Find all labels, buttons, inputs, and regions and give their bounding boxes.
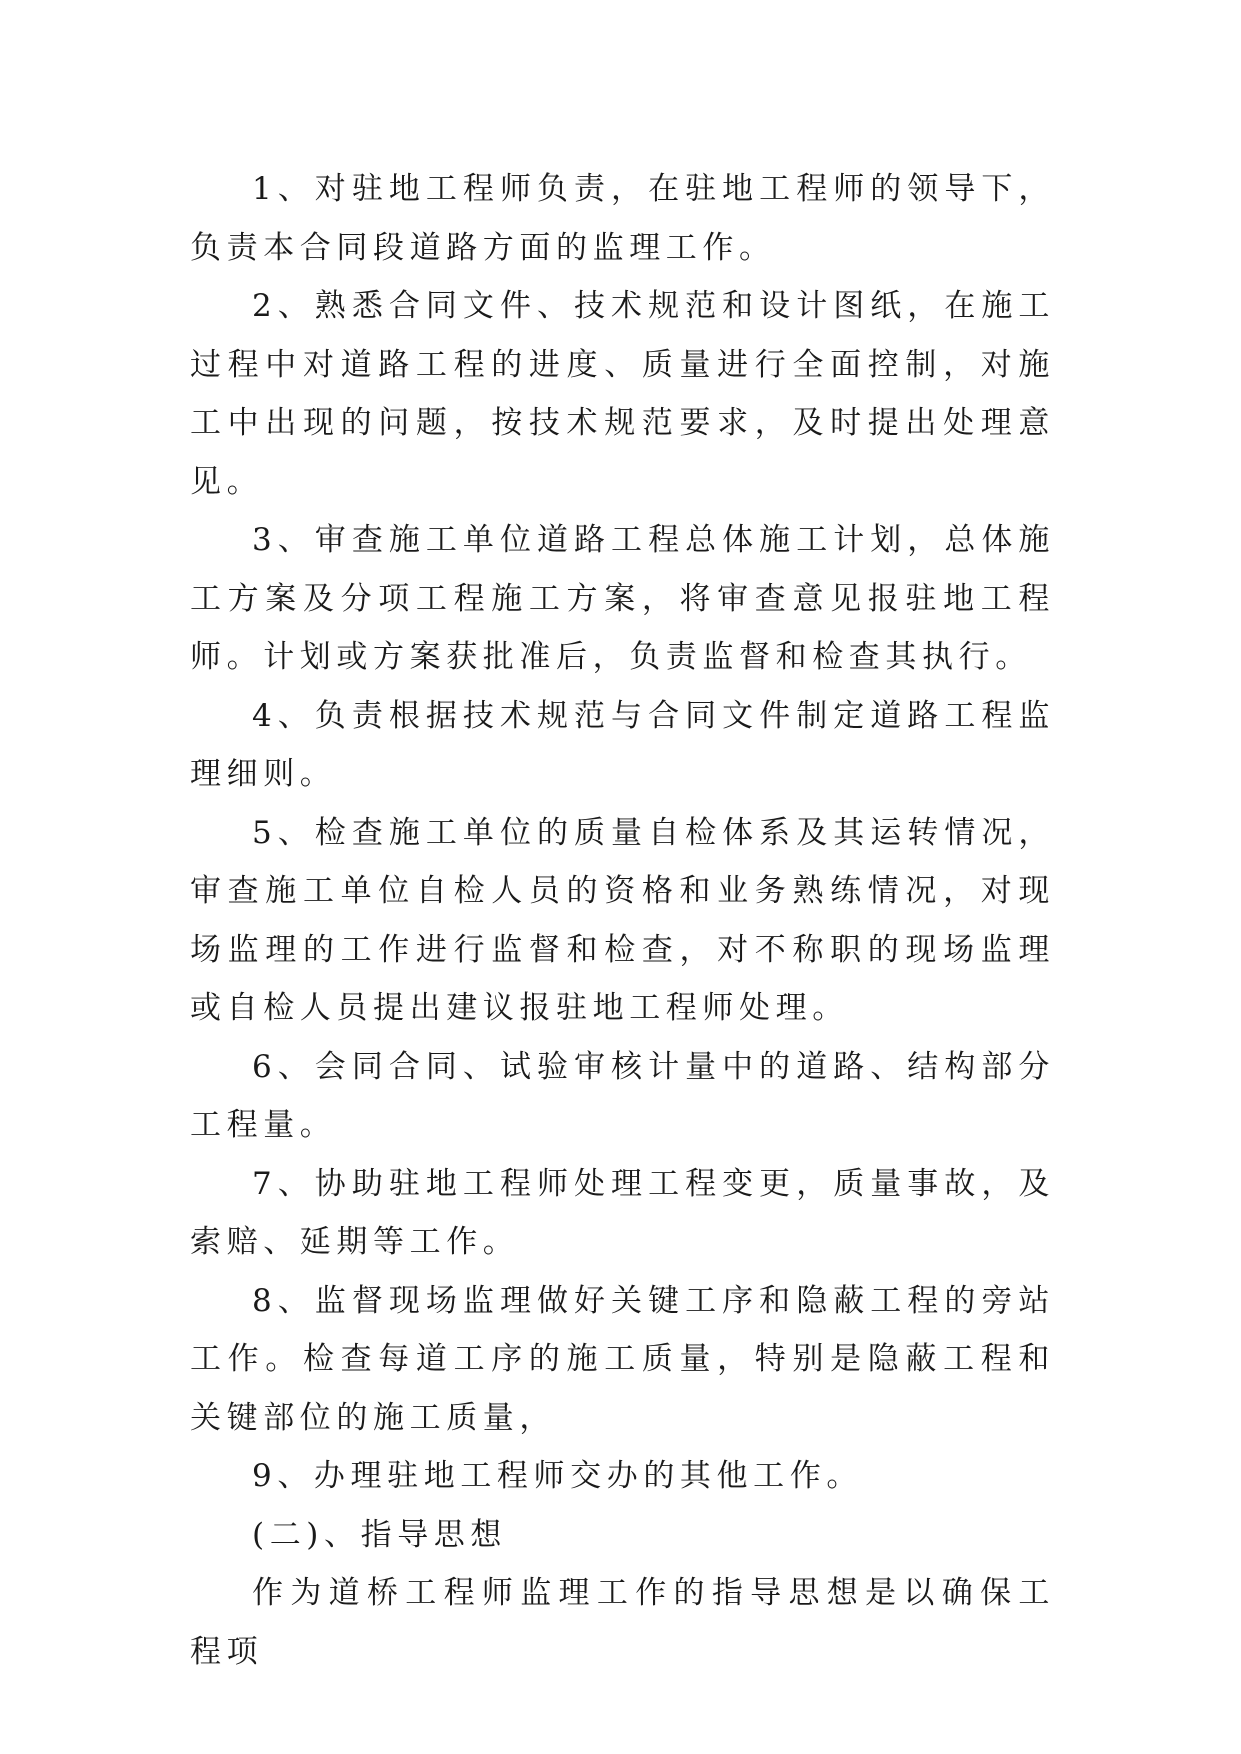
paragraph-duty-2: 2、熟悉合同文件、技术规范和设计图纸，在施工过程中对道路工程的进度、质量进行全面控制，对施工中出现的问题，按技术规范要求，及时提出处理意见。	[190, 288, 1055, 500]
section-heading-guiding-thought: (二)、指导思想	[252, 1516, 507, 1553]
paragraph-duty-5: 5、检查施工单位的质量自检体系及其运转情况，审查施工单位自检人员的资格和业务熟练情况，对现场监理的工作进行监督和检查，对不称职的现场监理或自检人员提出建议报驻地工程师处理。	[190, 814, 1055, 1026]
paragraph-duty-9: 9、办理驻地工程师交办的其他工作。	[252, 1458, 863, 1494]
paragraph-duty-4: 4、负责根据技术规范与合同文件制定道路工程监理细则。	[190, 697, 1055, 792]
paragraph-duty-1: 1、对驻地工程师负责，在驻地工程师的领导下，负责本合同段道路方面的监理工作。	[190, 171, 1055, 266]
paragraph-guiding-thought: 作为道桥工程师监理工作的指导思想是以确保工程项	[190, 1575, 1055, 1670]
paragraph-duty-3: 3、审查施工单位道路工程总体施工计划，总体施工方案及分项工程施工方案，将审查意见报驻地工程师。计划或方案获批准后，负责监督和检查其执行。	[190, 522, 1055, 675]
document-body	[190, 160, 1055, 1681]
paragraph-duty-6: 6、会同合同、试验审核计量中的道路、结构部分工程量。	[190, 1048, 1055, 1143]
paragraph-duty-7: 7、协助驻地工程师处理工程变更，质量事故，及索赔、延期等工作。	[190, 1165, 1055, 1260]
paragraph-duty-8: 8、监督现场监理做好关键工序和隐蔽工程的旁站工作。检查每道工序的施工质量，特别是隐蔽工程和关键部位的施工质量，	[190, 1282, 1055, 1436]
